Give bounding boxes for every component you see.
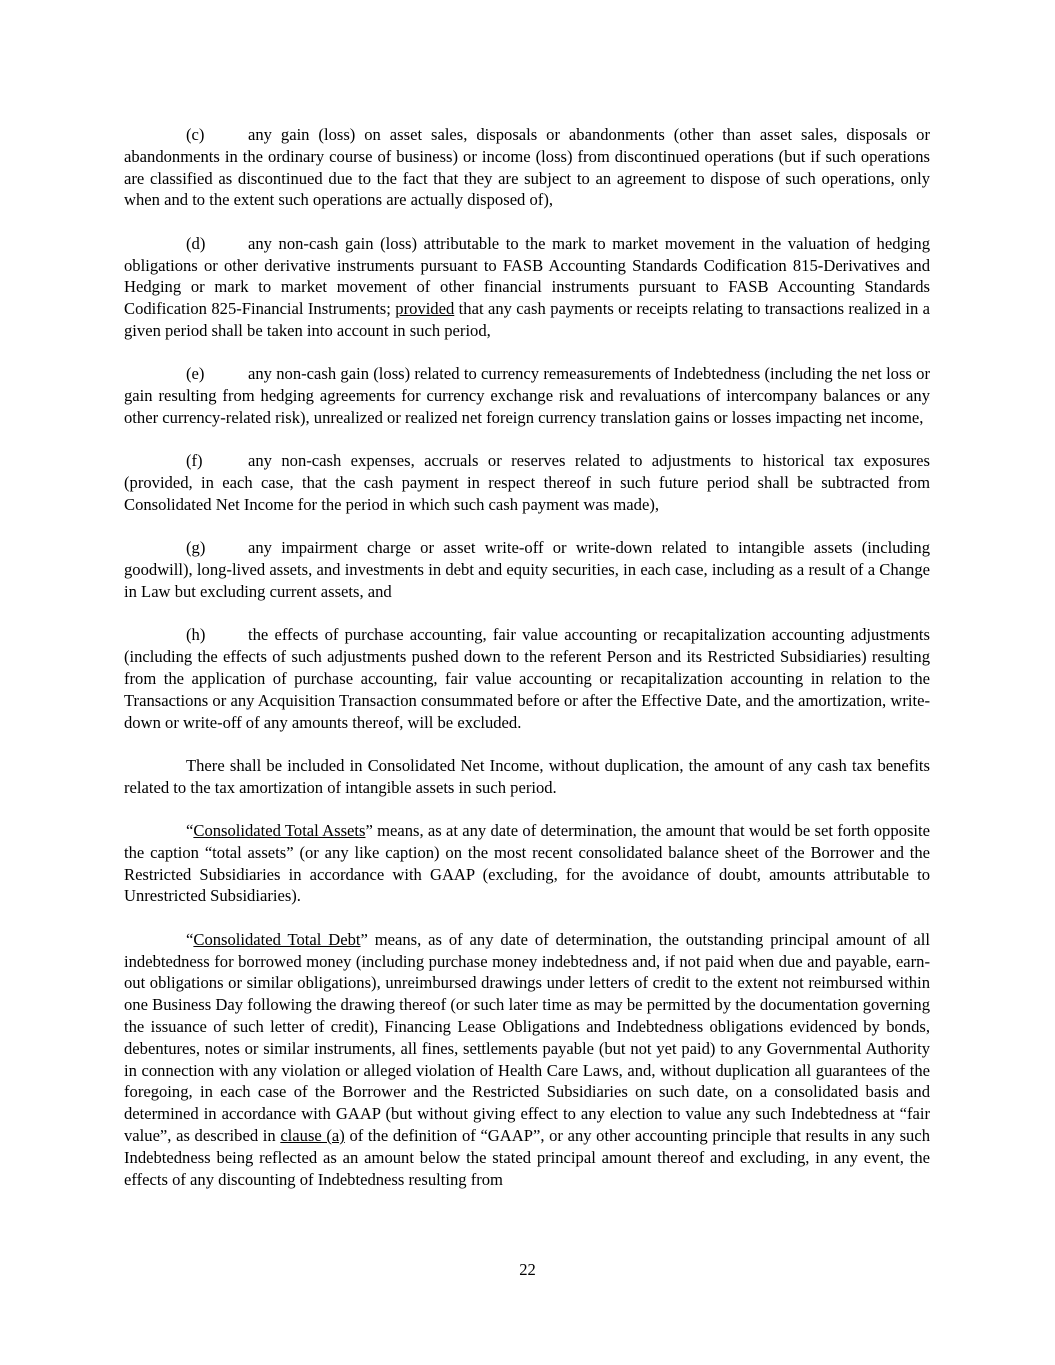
definition-text: ” means, as of any date of determination, the outstanding principal amount of all indebtedness for borrowed money (including purchase money indebtedness and, if not paid when due and payable, earn-out obligations or similar obligations), unreimbursed drawings under letters of credit to the extent not reimbursed within one Business Day following the drawing thereof (or such later time as may be permitted by the documentation governing the issuance of such letter of credit), Financing Lease Obligations and Indebtedness obligations evidenced by bonds, debentures, notes or similar instruments, all fines, settlements payable (but not yet paid) to any Governmental Authority in connection with any violation or alleged violation of Health Care Laws, and, without duplication all guarantees of the foregoing, in each case of the Borrower and the Restricted Subsidiaries on such date, on a consolidated basis and determined in accordance with GAAP (but without giving effect to any election to value any such Indebtedness at “fair value”, as described in bbox=[124, 929, 930, 1146]
page-body bbox=[124, 124, 930, 1212]
definition-consolidated-total-assets bbox=[124, 820, 930, 907]
clause-label: (e) bbox=[186, 364, 205, 384]
clause-label: (f) bbox=[186, 451, 203, 471]
provided-term: provided bbox=[395, 299, 455, 319]
clause-label: (h) bbox=[186, 625, 206, 645]
clause-h bbox=[124, 624, 930, 733]
clause-e bbox=[124, 363, 930, 428]
clause-text: any non-cash gain (loss) related to currency remeasurements of Indebtedness (including the net loss or gain resulting from hedging agreements for currency exchange risk and revaluations of intercompany balances or any other currency-related risk), unrealized or realized net foreign currency translation gains or losses impacting net income, bbox=[124, 364, 930, 427]
definition-text-continued: of the definition of “GAAP”, or any other accounting principle that results in any such Indebtedness being reflected as an amount below the stated principal amount thereof and excluding, in any event, the effects of any discounting of Indebtedness resulting from bbox=[124, 1126, 930, 1189]
clause-text: any non-cash expenses, accruals or reserves related to adjustments to historical tax exposures (provided, in each case, that the cash payment in respect thereof in such future period shall be subtracted from Consolidated Net Income for the period in which such cash payment was made), bbox=[124, 451, 930, 514]
definition-text: ” means, as at any date of determination, the amount that would be set forth opposite the caption “total assets” (or any like caption) on the most recent consolidated balance sheet of the Borrower and the Restricted Subsidiaries in accordance with GAAP (excluding, for the avoidance of doubt, amounts attributable to Unrestricted Subsidiaries). bbox=[124, 821, 930, 906]
defined-term: Consolidated Total Assets bbox=[193, 821, 366, 841]
clause-text: any gain (loss) on asset sales, disposals or abandonments (other than asset sales, disposals or abandonments in the ordinary course of business) or income (loss) from discontinued operations (but if such operations are classified as discontinued due to the fact that they are subject to an agreement to dispose of such operations, only when and to the extent such operations are actually disposed of), bbox=[124, 125, 930, 210]
clause-label: (d) bbox=[186, 233, 206, 253]
clause-label: (g) bbox=[186, 538, 206, 558]
included-text: There shall be included in Consolidated Net Income, without duplication, the amount of any cash tax benefits related to the tax amortization of intangible assets in such period. bbox=[124, 755, 930, 797]
defined-term: Consolidated Total Debt bbox=[193, 929, 361, 949]
open-quote: “ bbox=[186, 821, 194, 841]
clause-text: any impairment charge or asset write-off or write-down related to intangible assets (including goodwill), long-lived assets, and investments in debt and equity securities, in each case, including as a result of a Change in Law but excluding current assets, and bbox=[124, 538, 930, 601]
clause-f bbox=[124, 450, 930, 515]
clause-d bbox=[124, 233, 930, 342]
clause-c bbox=[124, 124, 930, 211]
clause-text: any non-cash gain (loss) attributable to the mark to market movement in the valuation of hedging obligations or other derivative instruments pursuant to FASB Accounting Standards Codification 815-Derivatives and Hedging or mark to market movement of other financial instruments pursuant to FASB Accounting Standards Codification 825-Financial Instruments; bbox=[124, 233, 930, 319]
clause-text: the effects of purchase accounting, fair value accounting or recapitalization accounting adjustments (including the effects of such adjustments pushed down to the referent Person and its Restricted Subsidiaries) resulting from the application of purchase accounting, fair value accounting or recapitalization accounting in relation to the Transactions or any Acquisition Transaction consummated before or after the Effective Date, and the amortization, write-down or write-off of any amounts thereof, will be excluded. bbox=[124, 625, 930, 732]
included-paragraph bbox=[124, 755, 930, 799]
page-number: 22 bbox=[519, 1260, 536, 1279]
clause-reference: clause (a) bbox=[280, 1126, 345, 1146]
clause-g bbox=[124, 537, 930, 602]
clause-text-continued: that any cash payments or receipts relating to transactions realized in a given period shall be taken into account in such period, bbox=[124, 299, 930, 340]
clause-label: (c) bbox=[186, 125, 205, 144]
definition-consolidated-total-debt bbox=[124, 929, 930, 1191]
open-quote: “ bbox=[186, 929, 194, 949]
